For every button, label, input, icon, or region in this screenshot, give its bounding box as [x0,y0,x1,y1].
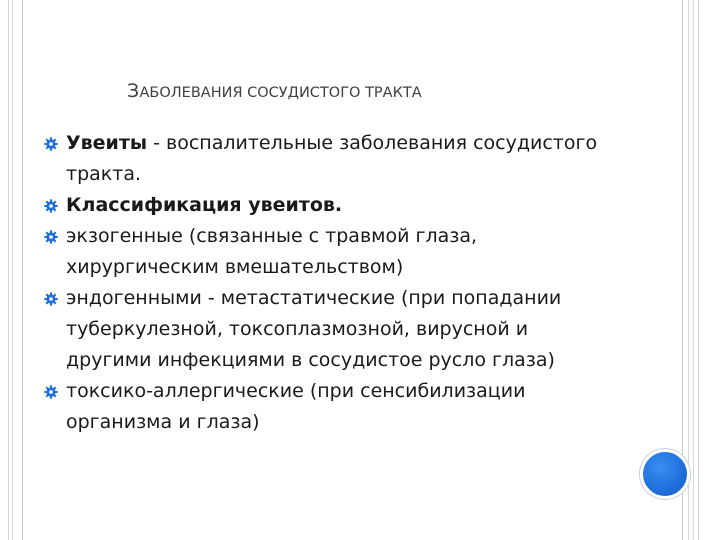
gear-bullet-icon [44,230,58,244]
left-frame-decoration [0,0,23,540]
gear-bullet-icon [44,385,58,399]
item-text: экзогенные (связанные с травмой глаза, хирургическим вмешательством) [66,225,478,278]
item-text: - воспалительные заболевания сосудистого тракта. [66,132,598,185]
right-frame-decoration [682,0,720,540]
item-text: эндогенными - метастатические (при попадании туберкулезной, токсоплазмозной, вирусной и другими инфекциями в сосудистое русло глаза) [66,287,562,371]
gear-bullet-icon [44,137,58,151]
blue-circle-icon [640,449,690,499]
list-item [44,283,614,376]
item-text: токсико-аллергические (при сенсибилизации организма и глаза) [66,380,526,433]
page-title [127,80,422,102]
list-item [44,128,614,190]
gear-bullet-icon [44,199,58,213]
title-rest: АБОЛЕВАНИЯ СОСУДИСТОГО ТРАКТА [139,85,422,101]
gear-bullet-icon [44,292,58,306]
item-bold: Классификация увеитов. [66,194,343,216]
bullet-list [44,128,614,438]
list-item [44,376,614,438]
title-first-letter: З [127,80,140,102]
item-bold: Увеиты [66,132,148,154]
list-item [44,221,614,283]
list-item [44,190,614,221]
